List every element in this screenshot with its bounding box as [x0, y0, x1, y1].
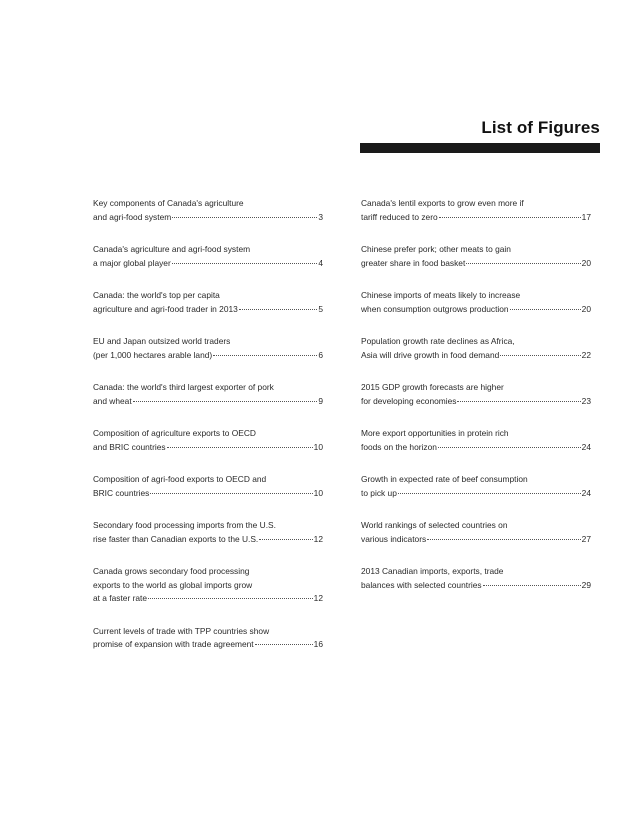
figure-entry-line: Chinese imports of meats likely to increase: [361, 290, 521, 300]
figure-entry-last-line: [93, 257, 323, 271]
figure-page-number: 6: [318, 349, 323, 360]
dot-leader: [167, 447, 313, 448]
figure-entry-line: Canada: the world's top per capita: [93, 290, 220, 300]
dot-leader: [510, 309, 581, 310]
figure-entry-last-line: [93, 303, 323, 317]
page-title: List of Figures: [481, 118, 600, 137]
figure-entry: [361, 473, 591, 500]
dot-leader: [213, 355, 317, 356]
figure-entry: [93, 625, 323, 652]
figure-entry-line: Canada's agriculture and agri-food system: [93, 244, 251, 254]
dot-leader: [133, 401, 318, 402]
figure-entry: [93, 381, 323, 408]
figure-entry-last-line: [93, 638, 323, 652]
figure-entry-text: when consumption outgrows production: [361, 303, 509, 314]
figure-entry-line: More export opportunities in protein rich: [361, 428, 509, 438]
figure-entry: [361, 565, 591, 592]
figure-page-number: 9: [318, 395, 323, 406]
dot-leader: [438, 447, 581, 448]
figure-entry-last-line: [93, 349, 323, 363]
figure-entry-text: (per 1,000 hectares arable land): [93, 349, 213, 360]
figure-entry: [361, 243, 591, 270]
figure-entry-line: Growth in expected rate of beef consumption: [361, 474, 528, 484]
figure-page-number: 5: [318, 303, 323, 314]
figure-entry-last-line: [93, 487, 323, 501]
figure-entry-text: greater share in food basket: [361, 257, 466, 268]
figure-page-number: 12: [313, 533, 323, 544]
figure-entry-text: various indicators: [361, 533, 427, 544]
figure-entry: [93, 565, 323, 606]
dot-leader: [150, 493, 312, 494]
figure-entry-last-line: [361, 257, 591, 271]
figure-entry-line: Canada grows secondary food processing: [93, 566, 250, 576]
figure-entry: [93, 335, 323, 362]
figure-entry-text: Asia will drive growth in food demand: [361, 349, 500, 360]
figure-entry-last-line: [361, 441, 591, 455]
figure-entry-text: agriculture and agri-food trader in 2013: [93, 303, 238, 314]
figure-entry-last-line: [361, 349, 591, 363]
figure-entry: [361, 381, 591, 408]
dot-leader: [457, 401, 580, 402]
figure-page-number: 29: [581, 579, 591, 590]
figure-entry-line: Population growth rate declines as Africa,: [361, 336, 515, 346]
figure-page-number: 24: [581, 441, 591, 452]
figure-entry: [361, 197, 591, 224]
dot-leader: [398, 493, 581, 494]
figure-entry-text: promise of expansion with trade agreement: [93, 639, 254, 649]
figure-page-number: 4: [318, 257, 323, 268]
figure-entry: [93, 427, 323, 454]
figure-entry-text: tariff reduced to zero: [361, 211, 438, 222]
figure-entry-last-line: [361, 487, 591, 501]
figure-entry-text: for developing economies: [361, 395, 457, 406]
figure-entry: [93, 289, 323, 316]
figure-entry: [361, 289, 591, 316]
figure-page-number: 12: [313, 593, 323, 603]
dot-leader: [259, 539, 312, 540]
figure-page-number: 20: [581, 257, 591, 268]
figure-entry-line: 2015 GDP growth forecasts are higher: [361, 382, 504, 392]
dot-leader: [239, 309, 318, 310]
dot-leader: [148, 598, 313, 599]
figure-entry-last-line: [93, 592, 323, 606]
figure-page-number: 24: [581, 487, 591, 498]
figure-page-number: 23: [581, 395, 591, 406]
figure-entry: [361, 335, 591, 362]
figure-entry-text: and wheat: [93, 395, 132, 406]
figure-entry-last-line: [93, 533, 323, 547]
dot-leader: [439, 217, 581, 218]
dot-leader: [172, 217, 317, 218]
figure-entry-last-line: [361, 533, 591, 547]
figure-entry-last-line: [361, 579, 591, 593]
figure-entry-text: and BRIC countries: [93, 441, 166, 452]
figure-entry-line: Secondary food processing imports from the U.S.: [93, 520, 276, 530]
figure-entry-line: World rankings of selected countries on: [361, 520, 508, 530]
figure-entry-line: exports to the world as global imports grow: [93, 579, 253, 590]
dot-leader: [466, 263, 580, 264]
figure-entry-text: a major global player: [93, 257, 171, 268]
figure-entry-line: Current levels of trade with TPP countries show: [93, 625, 270, 636]
figure-page-number: 17: [581, 211, 591, 222]
figure-entry-last-line: [93, 441, 323, 455]
figure-entry-last-line: [361, 211, 591, 225]
dot-leader: [172, 263, 318, 264]
figure-entry-text: rise faster than Canadian exports to the U.S.: [93, 533, 259, 544]
figure-entry: [93, 519, 323, 546]
figure-entry: [361, 427, 591, 454]
figure-entry-line: Composition of agri-food exports to OECD and: [93, 474, 267, 484]
figure-entry: [93, 473, 323, 500]
figure-page-number: 27: [581, 533, 591, 544]
dot-leader: [427, 539, 581, 540]
figure-entry: [93, 243, 323, 270]
figure-entry-line: Key components of Canada's agriculture: [93, 198, 244, 208]
figure-list-right-column: [361, 197, 591, 611]
figure-page-number: 3: [318, 211, 323, 222]
figure-entry-text: foods on the horizon: [361, 441, 437, 452]
figure-entry-last-line: [361, 303, 591, 317]
title-rule: [360, 143, 600, 153]
figure-entry-last-line: [93, 395, 323, 409]
figure-page-number: 16: [313, 639, 323, 649]
figure-entry-text: and agri-food system: [93, 211, 172, 222]
figure-entry: [93, 197, 323, 224]
figure-entry-line: Composition of agriculture exports to OECD: [93, 428, 256, 438]
figure-entry-last-line: [93, 211, 323, 225]
figure-entry-line: Canada: the world's third largest exporter of pork: [93, 382, 274, 392]
figure-entry-line: Canada's lentil exports to grow even more if: [361, 198, 524, 208]
figure-entry-last-line: [361, 395, 591, 409]
figure-entry-text: to pick up: [361, 487, 397, 498]
figure-entry: [361, 519, 591, 546]
figure-entry-text: balances with selected countries: [361, 579, 482, 590]
dot-leader: [483, 585, 581, 586]
figure-entry-text: at a faster rate: [93, 593, 147, 603]
figure-entry-text: BRIC countries: [93, 487, 150, 498]
figure-entry-line: 2013 Canadian imports, exports, trade: [361, 566, 504, 576]
dot-leader: [500, 355, 580, 356]
dot-leader: [255, 644, 313, 645]
figure-entry-line: Chinese prefer pork; other meats to gain: [361, 244, 511, 254]
figure-entry-line: EU and Japan outsized world traders: [93, 336, 231, 346]
figure-page-number: 20: [581, 303, 591, 314]
figure-list-left-column: [93, 197, 323, 671]
figure-page-number: 22: [581, 349, 591, 360]
figure-page-number: 10: [313, 441, 323, 452]
figure-page-number: 10: [313, 487, 323, 498]
